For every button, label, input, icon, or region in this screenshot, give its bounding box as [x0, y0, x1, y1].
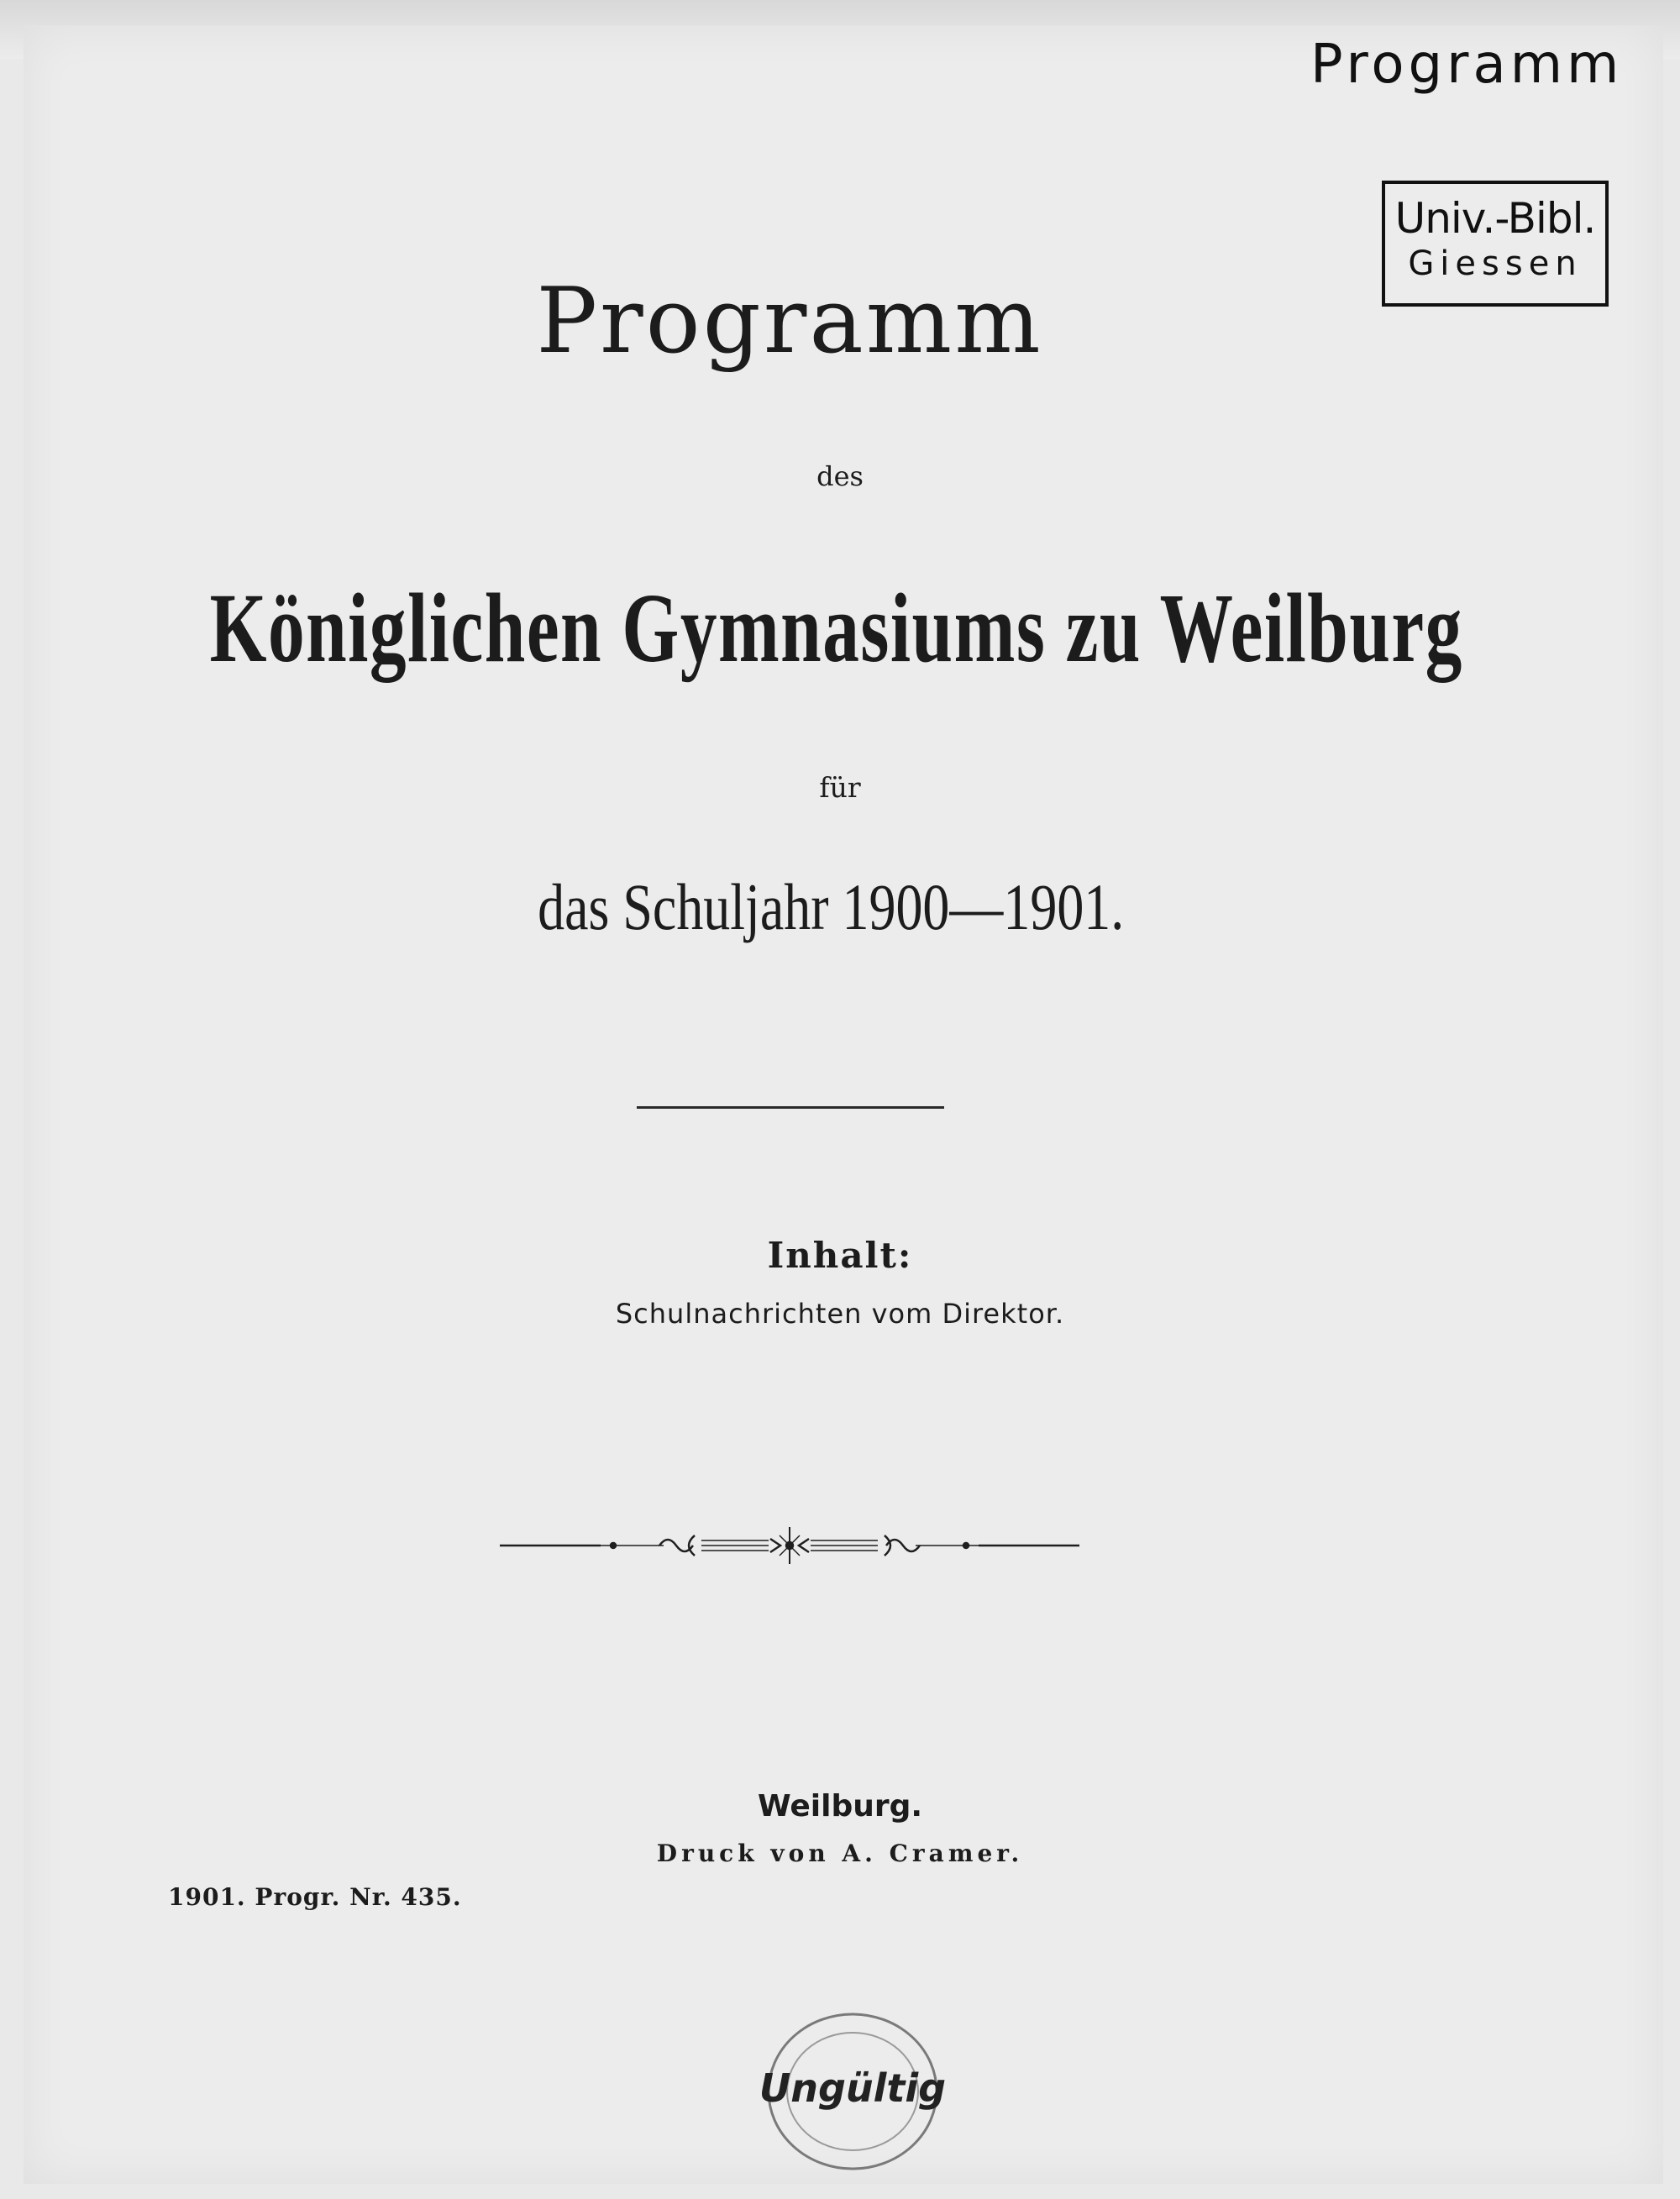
title-connector-fuer: für — [819, 771, 861, 804]
printer-line: Druck von A. Cramer. — [656, 1839, 1024, 1867]
program-number: 1901. Progr. Nr. 435. — [168, 1883, 462, 1911]
library-stamp-line1: Univ.-Bibl. — [1394, 194, 1596, 243]
ornament-divider — [500, 1520, 1079, 1571]
invalid-seal-stamp — [756, 2007, 949, 2175]
contents-item: Schulnachrichten vom Direktor. — [615, 1298, 1065, 1330]
school-name: Königlichen Gymnasiums zu Weilburg — [209, 573, 1463, 683]
program-stamp-label: Programm — [1310, 34, 1624, 96]
page-title: Programm — [536, 269, 1043, 374]
contents-heading: Inhalt: — [767, 1235, 913, 1276]
school-year: das Schuljahr 1900—1901. — [538, 870, 1125, 943]
divider-rule — [637, 1106, 944, 1109]
publisher-place: Weilburg. — [757, 1789, 923, 1824]
seal-text: Ungültig — [759, 2065, 947, 2111]
title-connector-des: des — [816, 460, 864, 492]
library-stamp — [1382, 181, 1609, 307]
library-stamp-line2: Giessen — [1408, 244, 1583, 283]
